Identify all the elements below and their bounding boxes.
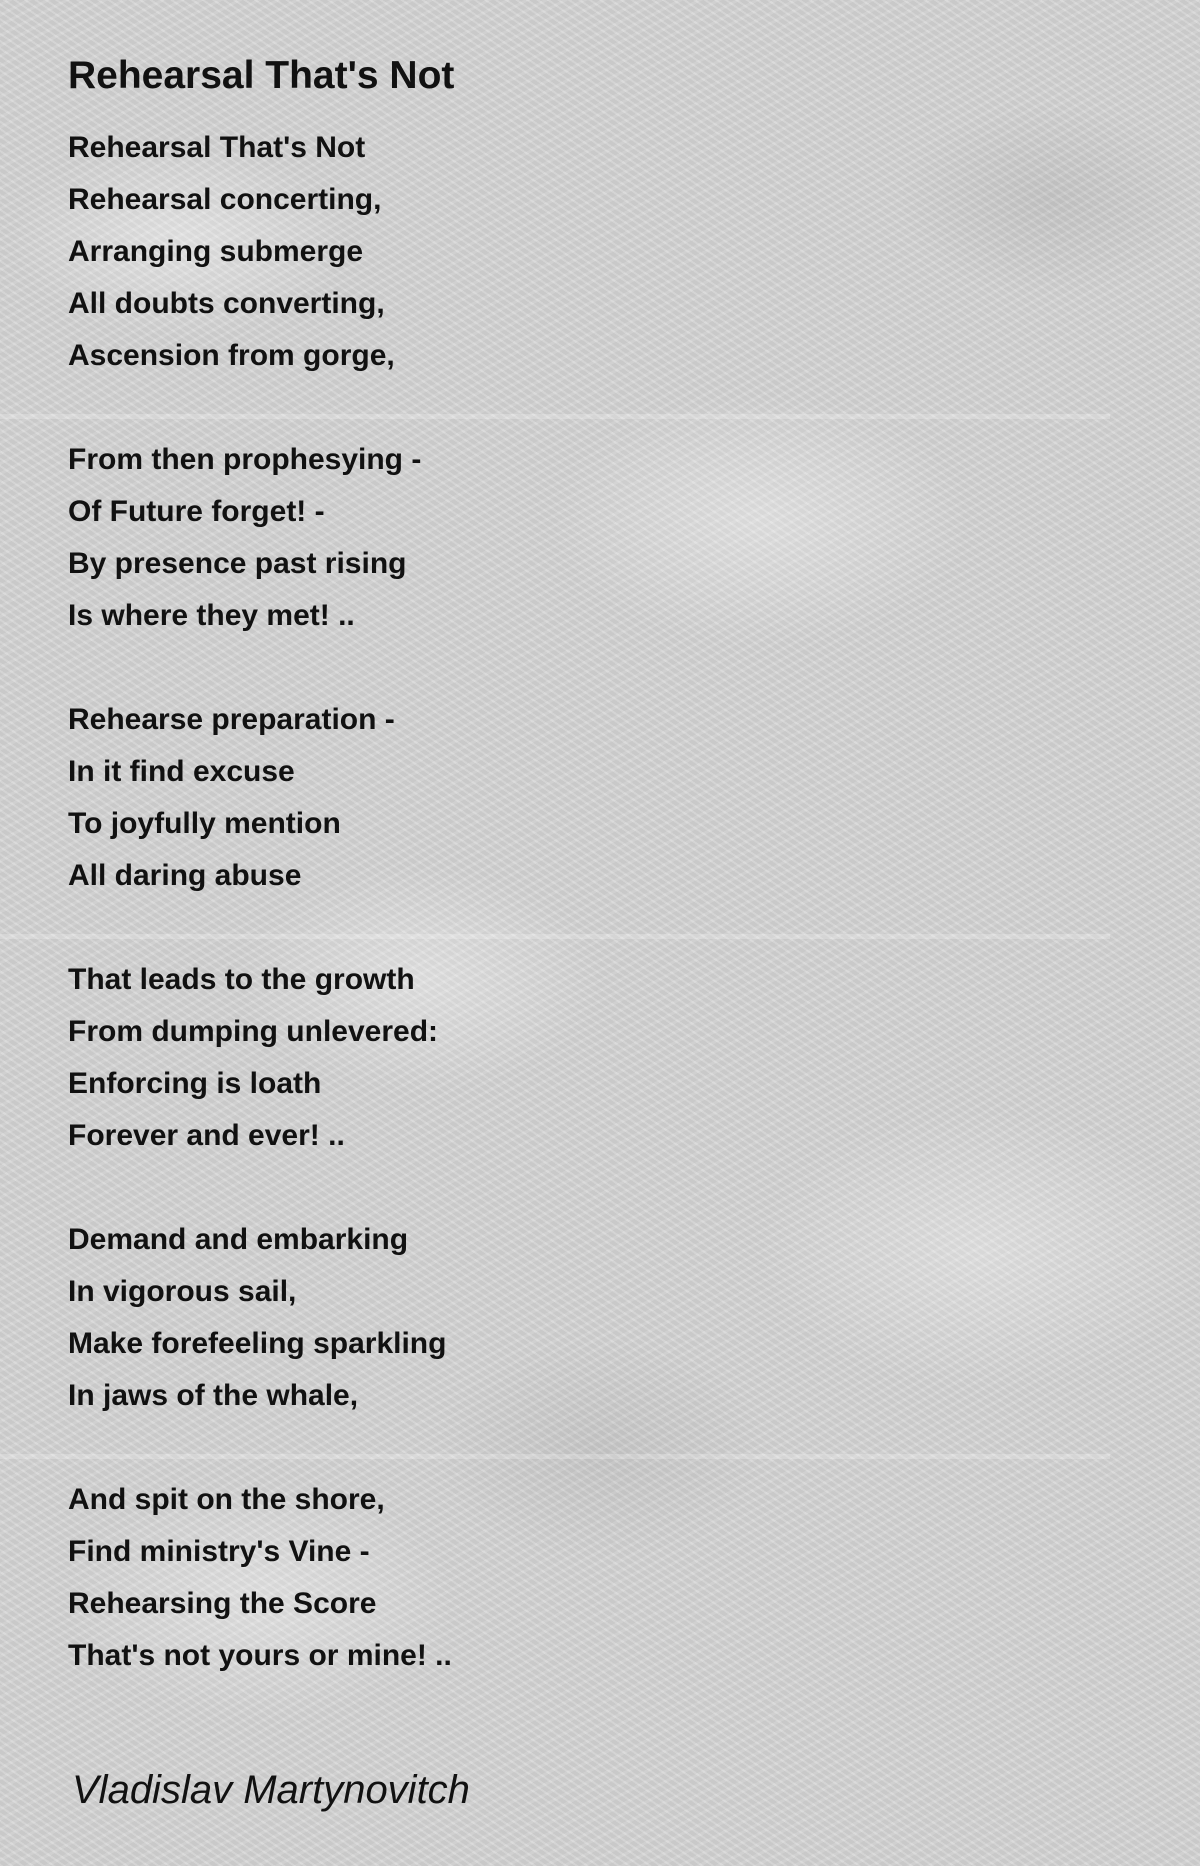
poem-line: In it find excuse [68,755,295,788]
poem-line: Rehearsal That's Not [68,131,366,164]
poem-line: To joyfully mention [68,807,341,840]
stanza [68,1474,1128,1682]
poem-line: Enforcing is loath [68,1067,322,1100]
poem-line: All doubts converting, [68,287,385,320]
stanza [68,954,1128,1162]
stanza [68,434,1128,642]
poem-line: Rehearsing the Score [68,1587,377,1620]
poem-line: All daring abuse [68,859,302,892]
poem-line: Is where they met! .. [68,599,355,632]
stanza [68,122,1128,382]
poem-line: By presence past rising [68,547,407,580]
poem-line: From dumping unlevered: [68,1015,439,1048]
poem [68,50,1128,1682]
poem-line: From then prophesying - [68,443,422,476]
stanza [68,694,1128,902]
poem-line: Rehearsal concerting, [68,183,382,216]
poem-line: In jaws of the whale, [68,1379,359,1412]
poem-line: Arranging submerge [68,235,364,268]
stanza [68,1214,1128,1422]
poem-line: That leads to the growth [68,963,415,996]
poem-line: And spit on the shore, [68,1483,385,1516]
poem-line: Rehearse preparation - [68,703,395,736]
poem-title: Rehearsal That's Not [68,54,455,97]
poem-line: Demand and embarking [68,1223,409,1256]
poem-line: In vigorous sail, [68,1275,297,1308]
poem-line: That's not yours or mine! .. [68,1639,452,1672]
poem-line: Of Future forget! - [68,495,325,528]
poem-line: Ascension from gorge, [68,339,395,372]
poem-author: Vladislav Martynovitch [72,1768,470,1812]
poem-line: Find ministry's Vine - [68,1535,370,1568]
poem-line: Forever and ever! .. [68,1119,345,1152]
poem-line: Make forefeeling sparkling [68,1327,447,1360]
